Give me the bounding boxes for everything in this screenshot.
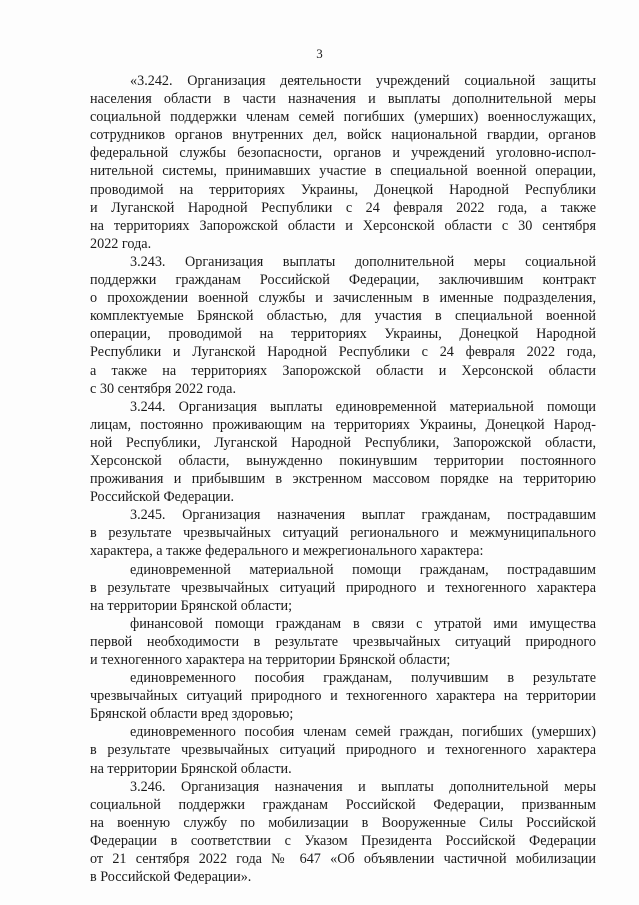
text-line: в результате чрезвычайных ситуаций регионального и межмуниципального — [90, 525, 596, 542]
paragraph-p3242 — [90, 72, 596, 253]
text-line: и Луганской Народной Республики с 24 февраля 2022 года, а также — [90, 199, 596, 216]
text-line: комплектуемые Брянской областью, для участия в специальной военной — [90, 308, 596, 325]
paragraph-p3245b — [90, 615, 596, 669]
text-line: 3.246. Организация назначения и выплаты дополнительной меры — [130, 778, 596, 795]
text-line: единовременного пособия гражданам, получившим в результате — [130, 670, 596, 687]
text-line: на территории Брянской области. — [90, 760, 292, 777]
text-line: Республики и Луганской Народной Республики с 24 февраля 2022 года, — [90, 344, 596, 361]
paragraph-p3244 — [90, 398, 596, 507]
text-line: Российской Федерации. — [90, 489, 235, 506]
text-line: нительной системы, принимавших участие в специальной военной операции, — [90, 163, 596, 180]
text-line: и техногенного характера на территории Брянской области; — [90, 652, 451, 668]
text-line: ной Республики, Луганской Народной Республики, Запорожской области, — [90, 434, 596, 451]
paragraph-p3246 — [90, 778, 596, 887]
text-line: федеральной службы безопасности, органов и учреждений уголовно-испол- — [90, 145, 596, 162]
text-line: 3.243. Организация выплаты дополнительной меры социальной — [130, 253, 596, 270]
text-line: проводимой на территориях Украины, Донецкой Народной Республики — [90, 181, 596, 198]
text-line: населения области в части назначения и выплаты дополнительной меры — [90, 91, 596, 108]
text-line: на территории Брянской области; — [90, 597, 293, 614]
text-line: в результате чрезвычайных ситуаций природного и техногенного характера — [90, 742, 596, 759]
text-line: единовременной материальной помощи гражданам, пострадавшим — [130, 561, 596, 578]
text-line: на территориях Запорожской области и Херсонской области с 30 сентября — [90, 217, 596, 234]
text-line: 3.244. Организация выплаты единовременной материальной помощи — [130, 398, 596, 415]
paragraph-p3245a — [90, 561, 596, 615]
text-line: в результате чрезвычайных ситуаций природного и техногенного характера — [90, 579, 596, 596]
text-line: Херсонской области, вынужденно покинувшим территории постоянного — [90, 452, 596, 469]
paragraph-p3245 — [90, 506, 596, 560]
text-line: о прохождении военной службы и зачисленным в именные подразделения, — [90, 290, 596, 307]
text-line: с 30 сентября 2022 года. — [90, 380, 236, 397]
text-line: характера, а также федерального и межрегионального характера: — [90, 543, 484, 560]
paragraph-p3243 — [90, 253, 596, 398]
document-body — [90, 72, 596, 886]
text-line: 2022 года. — [90, 235, 152, 252]
text-line: социальной поддержки гражданам Российской Федерации, призванным — [90, 796, 596, 813]
text-line: «3.242. Организация деятельности учреждений социальной защиты — [130, 73, 596, 89]
text-line: финансовой помощи гражданам в связи с утратой ими имущества — [130, 615, 596, 632]
text-line: лицам, постоянно проживающим на территориях Украины, Донецкой Народ- — [90, 416, 596, 433]
text-line: 3.245. Организация назначения выплат гражданам, пострадавшим — [130, 507, 596, 524]
text-line: в Российской Федерации». — [90, 869, 252, 886]
text-line: первой необходимости в результате чрезвычайных ситуаций природного — [90, 633, 596, 650]
paragraph-p3245d — [90, 723, 596, 777]
text-line: Федерации в соответствии с Указом Президента Российской Федерации — [90, 832, 596, 849]
page-number: 3 — [316, 46, 323, 61]
text-line: поддержки гражданам Российской Федерации, заключившим контракт — [90, 272, 596, 289]
text-line: чрезвычайных ситуаций природного и техногенного характера на территории — [90, 688, 596, 705]
text-line: социальной поддержки членам семей погибших (умерших) военнослужащих, — [90, 109, 596, 126]
text-line: операции, проводимой на территориях Украины, Донецкой Народной — [90, 326, 596, 343]
text-line: проживания и прибывшим в экстренном массовом порядке на территорию — [90, 471, 596, 488]
text-line: а также на территориях Запорожской области и Херсонской области — [90, 362, 596, 379]
text-line: единовременного пособия членам семей граждан, погибших (умерших) — [130, 724, 596, 741]
text-line: на военную службу по мобилизации в Вооруженные Силы Российской — [90, 814, 596, 831]
paragraph-p3245c — [90, 669, 596, 723]
text-line: от 21 сентября 2022 года № 647 «Об объявлении частичной мобилизации — [90, 851, 596, 868]
text-line: Брянской области вред здоровью; — [90, 706, 294, 723]
text-line: сотрудников органов внутренних дел, войск национальной гвардии, органов — [90, 127, 596, 144]
